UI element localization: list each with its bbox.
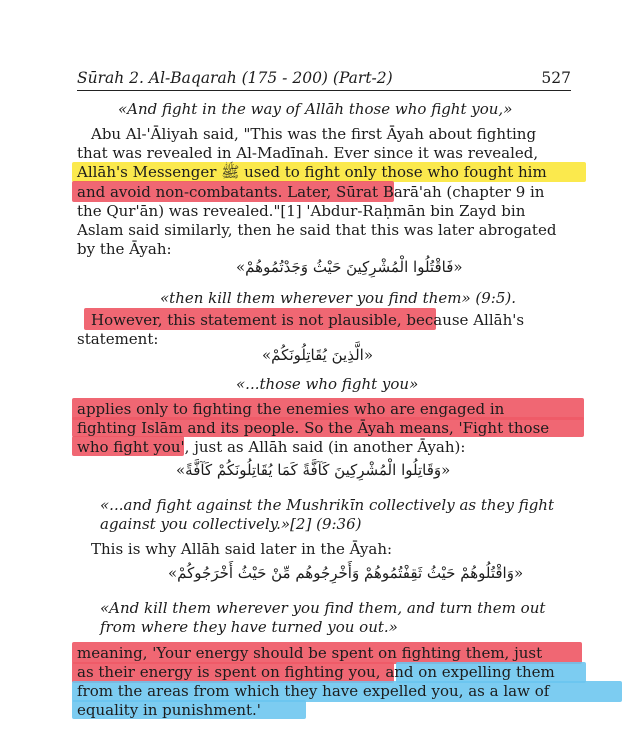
text-line: from the areas from which they have expelled you, as a law of [77,682,550,700]
text-line: This is why Allāh said later in the Āyah: [91,540,393,558]
quote-line: against you collectively.»[2] (9:36) [100,515,362,533]
quote-line: «And fight in the way of Allāh those who fight you,» [118,100,513,118]
text-line: by the Āyah: [77,240,172,258]
arabic-verse: «فَاقْتُلُوا الْمُشْرِكِينَ حَيْثُ وَجَدْتُمُوهُمْ» [236,258,463,276]
text-line: and avoid non-combatants. Later, Sūrat Barā'ah (chapter 9 in [77,183,545,201]
text-line: applies only to fighting the enemies who are engaged in [77,400,505,418]
quote-line: «then kill them wherever you find them» (9:5). [160,289,517,307]
text-line: Aslam said similarly, then he said that this was later abrogated [77,221,557,239]
quote-line: «...those who fight you» [236,375,419,393]
text-line: fighting Islām and its people. So the Āyah means, 'Fight those [77,419,550,437]
page-number: 527 [541,69,571,87]
quote-line: «...and fight against the Mushrikīn collectively as they fight [100,496,554,514]
arabic-verse: «وَاقْتُلُوهُمْ حَيْثُ ثَقِفْتُمُوهُمْ وَأَخْرِجُوهُم مِّنْ حَيْثُ أَخْرَجُوكُمْ» [168,564,524,582]
text-line: as their energy is spent on fighting you, and on expelling them [77,663,555,681]
text-line: who fight you', just as Allāh said (in another Āyah): [77,438,466,456]
text-line: meaning, 'Your energy should be spent on fighting them, just [77,644,543,662]
arabic-verse: «الَّذِينَ يُقَاتِلُونَكُمْ» [262,346,373,364]
text-line: the Qur'ān) was revealed."[1] 'Abdur-Raḥmān bin Zayd bin [77,202,526,220]
text-line: Abu Al-'Āliyah said, "This was the first Āyah about fighting [91,125,537,143]
text-line: statement: [77,330,159,348]
text-line: Allāh's Messenger ﷺ used to fight only those who fought him [77,163,547,181]
running-header [77,68,571,91]
quote-line: from where they have turned you out.» [100,618,398,636]
text-line: that was revealed in Al-Madīnah. Ever since it was revealed, [77,144,539,162]
quote-line: «And kill them wherever you find them, and turn them out [100,599,546,617]
text-line: However, this statement is not plausible, because Allāh's [91,311,525,329]
arabic-verse: «وَقَاتِلُوا الْمُشْرِكِينَ كَآفَّةً كَمَا يُقَاتِلُونَكُمْ كَآفَّةً» [176,461,451,479]
header-title: Sūrah 2. Al-Baqarah (175 - 200) (Part-2) [77,69,393,87]
text-line: equality in punishment.' [77,701,261,719]
